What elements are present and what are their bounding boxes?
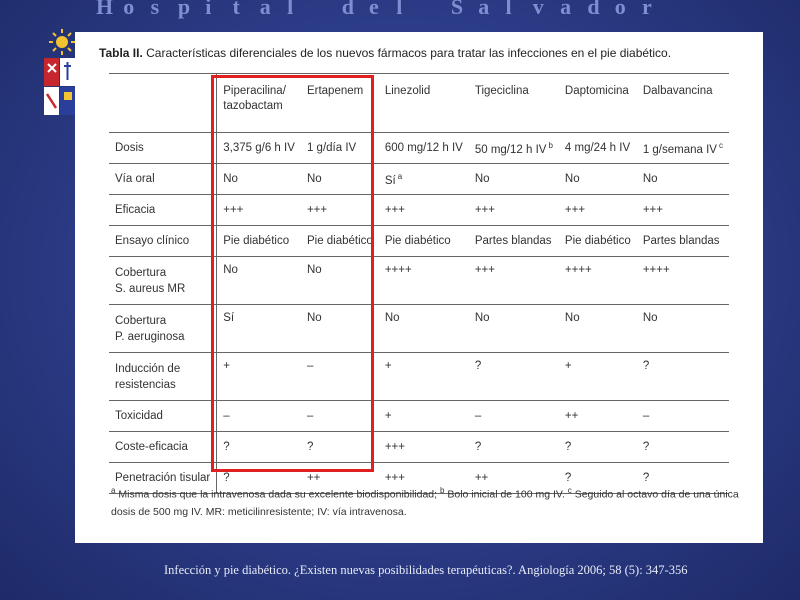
cell-value: 600 mg/12 h IV: [384, 142, 463, 154]
title-letter: a: [560, 0, 572, 19]
table-cell: [637, 195, 729, 226]
table-cell: [559, 133, 637, 164]
table-cell: [637, 401, 729, 432]
table-cell: [469, 164, 559, 195]
cell-value: +++: [223, 204, 244, 216]
row-label: [109, 133, 217, 164]
table-cell: [559, 195, 637, 226]
title-letter: l: [505, 0, 512, 19]
cell-value: 3,375 g/6 h IV: [223, 142, 295, 154]
cell-value: No: [642, 312, 658, 324]
table-cell: [559, 401, 637, 432]
row-label-line: S. aureus MR: [115, 282, 186, 295]
title-letter: i: [205, 0, 212, 19]
row-label: [109, 257, 217, 305]
cell-value: Pie diabético: [223, 235, 290, 247]
table-cell: [301, 432, 379, 463]
row-label: [109, 401, 217, 432]
table-cell: [301, 353, 379, 401]
cell-value: +++: [384, 472, 405, 484]
cell-value: No: [384, 312, 400, 324]
cell-footnote-mark: a: [397, 171, 403, 181]
row-label-line: Coste-eficacia: [115, 441, 188, 453]
column-header-line: tazobactam: [223, 100, 283, 112]
table-row: [109, 305, 729, 353]
table-cell: [637, 432, 729, 463]
table-cell: [217, 164, 301, 195]
cell-value: +++: [306, 204, 328, 216]
cell-value: ?: [223, 472, 230, 484]
column-header-line: Dalbavancina: [642, 85, 713, 97]
row-label-line: Inducción de: [115, 362, 181, 375]
cell-value: ?: [223, 441, 230, 453]
table-row: [109, 226, 729, 257]
table-cell: [469, 401, 559, 432]
citation: Infección y pie diabético. ¿Existen nuevas posibilidades terapéuticas?. Angiología 2006; 58 (5): 347-356: [164, 563, 688, 577]
title-letter: e: [369, 0, 379, 19]
table-cell: [469, 257, 559, 305]
cell-value: +++: [384, 204, 405, 216]
cell-value: ?: [564, 472, 572, 484]
table-cell: [469, 305, 559, 353]
cell-value: ?: [474, 360, 482, 372]
cell-value: No: [306, 173, 322, 185]
table-cell: [217, 257, 301, 305]
table-row: [109, 432, 729, 463]
table-row: [109, 257, 729, 305]
footnote-c: Seguido al octavo día de una única dosis de 500 mg IV. MR: meticilinresistente; IV: vía intravenosa.: [111, 488, 739, 518]
row-label-line: Ensayo clínico: [115, 235, 190, 247]
title-letter: v: [532, 0, 544, 19]
table-cell: [637, 164, 729, 195]
table-cell: [469, 353, 559, 401]
cell-value: +++: [474, 204, 495, 216]
table-cell: [301, 226, 379, 257]
column-header-line: Ertapenem: [306, 85, 364, 97]
row-label: [109, 195, 217, 226]
cell-value: Sí: [384, 174, 396, 187]
table-cell: [301, 195, 379, 226]
row-label-line: Dosis: [115, 142, 144, 154]
title-letter: H: [96, 0, 114, 19]
table-cell: [217, 353, 301, 401]
cell-value: –: [642, 410, 650, 422]
cell-value: No: [564, 173, 580, 185]
cell-value: Pie diabético: [564, 235, 631, 247]
table-cell: [379, 401, 469, 432]
title-letter: d: [587, 0, 600, 19]
table-cell: [637, 353, 729, 401]
cell-value: ?: [306, 441, 314, 453]
column-header: [559, 74, 637, 133]
footnote-mark-a: a: [111, 486, 116, 495]
table-cell: [217, 432, 301, 463]
title-letter: r: [642, 0, 652, 19]
cell-value: ?: [474, 441, 482, 453]
footnote-b: Bolo inicial de 100 mg IV.: [444, 488, 568, 501]
table-row: [109, 195, 729, 226]
cell-value: No: [306, 264, 322, 276]
cell-value: +: [384, 410, 392, 422]
cell-value: No: [306, 312, 322, 324]
table-cell: [301, 257, 379, 305]
row-label: [109, 432, 217, 463]
cell-value: No: [564, 312, 580, 324]
table-cell: [379, 164, 469, 195]
table-cell: [379, 257, 469, 305]
table-caption: [99, 46, 671, 60]
footnote-a: Misma dosis que la intravenosa dada su excelente biodisponibilidad;: [115, 488, 440, 501]
table-row: [109, 401, 729, 432]
column-header: [469, 74, 559, 133]
column-header-line: Daptomicina: [564, 85, 629, 97]
cell-value: No: [223, 173, 238, 185]
title-letter: a: [259, 0, 271, 19]
table-card: [75, 32, 763, 543]
title-letter: s: [150, 0, 160, 19]
row-label: [109, 305, 217, 353]
title-letter: p: [177, 0, 191, 19]
table-cell: [637, 133, 729, 164]
column-header: [301, 74, 379, 133]
cell-value: ++++: [564, 264, 592, 276]
column-header: [379, 74, 469, 133]
cell-value: +++: [474, 264, 495, 276]
table-cell: [301, 401, 379, 432]
row-label-line: Eficacia: [115, 204, 156, 216]
row-label-line: resistencias: [115, 378, 176, 391]
cell-value: No: [474, 173, 490, 185]
cell-value: No: [223, 264, 238, 276]
cell-value: +: [223, 360, 230, 372]
table-cell: [559, 164, 637, 195]
cell-value: ?: [642, 360, 650, 372]
cell-value: No: [474, 312, 490, 324]
cell-value: ++: [306, 472, 321, 484]
title-letter: a: [478, 0, 490, 19]
cell-value: 1 g/día IV: [306, 142, 357, 154]
cell-value: –: [474, 410, 482, 422]
cell-value: ?: [642, 472, 650, 484]
title-letter: l: [396, 0, 403, 19]
title-letter: t: [232, 0, 240, 19]
cell-value: Partes blandas: [474, 235, 552, 247]
row-label-line: Cobertura: [115, 266, 167, 279]
row-label-line: P. aeruginosa: [115, 330, 185, 343]
cell-value: –: [306, 410, 314, 422]
table-cell: [637, 226, 729, 257]
table-cell: [379, 195, 469, 226]
table-row: [109, 133, 729, 164]
table-cell: [469, 195, 559, 226]
cell-value: ++: [564, 410, 579, 422]
university-crest-icon: [40, 28, 80, 124]
table-cell: [379, 226, 469, 257]
table-cell: [559, 353, 637, 401]
cell-value: 1 g/semana IV: [642, 143, 717, 156]
cell-value: +: [564, 360, 572, 372]
table-cell: [559, 432, 637, 463]
table-cell: [559, 305, 637, 353]
title-letter: o: [123, 0, 135, 19]
cell-value: Pie diabético: [384, 235, 451, 247]
table-footnote: [111, 482, 741, 521]
cell-value: ++: [474, 472, 489, 484]
title-letter: d: [341, 0, 354, 19]
cell-value: +++: [384, 441, 405, 453]
table-cell: [301, 133, 379, 164]
row-label-line: Cobertura: [115, 314, 167, 327]
footnote-mark-c: c: [567, 486, 572, 495]
column-header-line: Tigeciclina: [474, 85, 529, 97]
caption-label: Tabla II.: [99, 46, 143, 60]
cell-value: +++: [564, 204, 586, 216]
column-header-line: Linezolid: [384, 85, 431, 97]
cell-value: 4 mg/24 h IV: [564, 142, 631, 154]
column-header: [637, 74, 729, 133]
row-label-line: Vía oral: [115, 173, 155, 185]
table-cell: [637, 305, 729, 353]
table-cell: [469, 133, 559, 164]
cell-value: ?: [564, 441, 572, 453]
table-cell: [301, 305, 379, 353]
footnote-mark-b: b: [439, 486, 445, 495]
row-label: [109, 164, 217, 195]
table-cell: [301, 164, 379, 195]
cell-value: Sí: [223, 312, 235, 324]
cell-value: +: [384, 360, 392, 372]
cell-value: Partes blandas: [642, 235, 720, 247]
table-cell: [379, 133, 469, 164]
table-cell: [217, 133, 301, 164]
table-cell: [379, 305, 469, 353]
table-cell: [217, 226, 301, 257]
cell-footnote-mark: b: [548, 140, 553, 150]
cell-value: Pie diabético: [306, 235, 373, 247]
cell-footnote-mark: c: [718, 140, 723, 150]
table-cell: [637, 257, 729, 305]
cell-value: 50 mg/12 h IV: [474, 143, 547, 156]
row-label: [109, 226, 217, 257]
row-label: [109, 353, 217, 401]
title-letter: S: [450, 0, 464, 19]
table-row: [109, 164, 729, 195]
table-cell: [379, 432, 469, 463]
table-header-row: [109, 74, 729, 133]
table-cell: [559, 226, 637, 257]
table-cell: [469, 226, 559, 257]
cell-value: –: [223, 410, 230, 422]
caption-text: Características diferenciales de los nuevos fármacos para tratar las infecciones en el pie diabético.: [142, 46, 672, 60]
column-header: [217, 74, 301, 133]
header-corner: [109, 74, 217, 133]
table-cell: [469, 432, 559, 463]
table-cell: [379, 353, 469, 401]
title-letter: l: [287, 0, 294, 19]
cell-value: ++++: [642, 264, 670, 276]
column-header-line: Piperacilina/: [223, 85, 286, 97]
cell-value: No: [642, 173, 658, 185]
cell-value: –: [306, 360, 314, 372]
table-cell: [559, 257, 637, 305]
table-row: [109, 353, 729, 401]
table-cell: [217, 401, 301, 432]
cell-value: ?: [642, 441, 650, 453]
cell-value: +++: [642, 204, 663, 216]
table-cell: [217, 195, 301, 226]
title-letter: o: [614, 0, 626, 19]
drug-comparison-table: [109, 73, 729, 494]
cell-value: ++++: [384, 264, 412, 276]
table-cell: [217, 305, 301, 353]
row-label-line: Toxicidad: [115, 410, 163, 422]
row-label-line: Penetración tisular: [115, 472, 211, 484]
